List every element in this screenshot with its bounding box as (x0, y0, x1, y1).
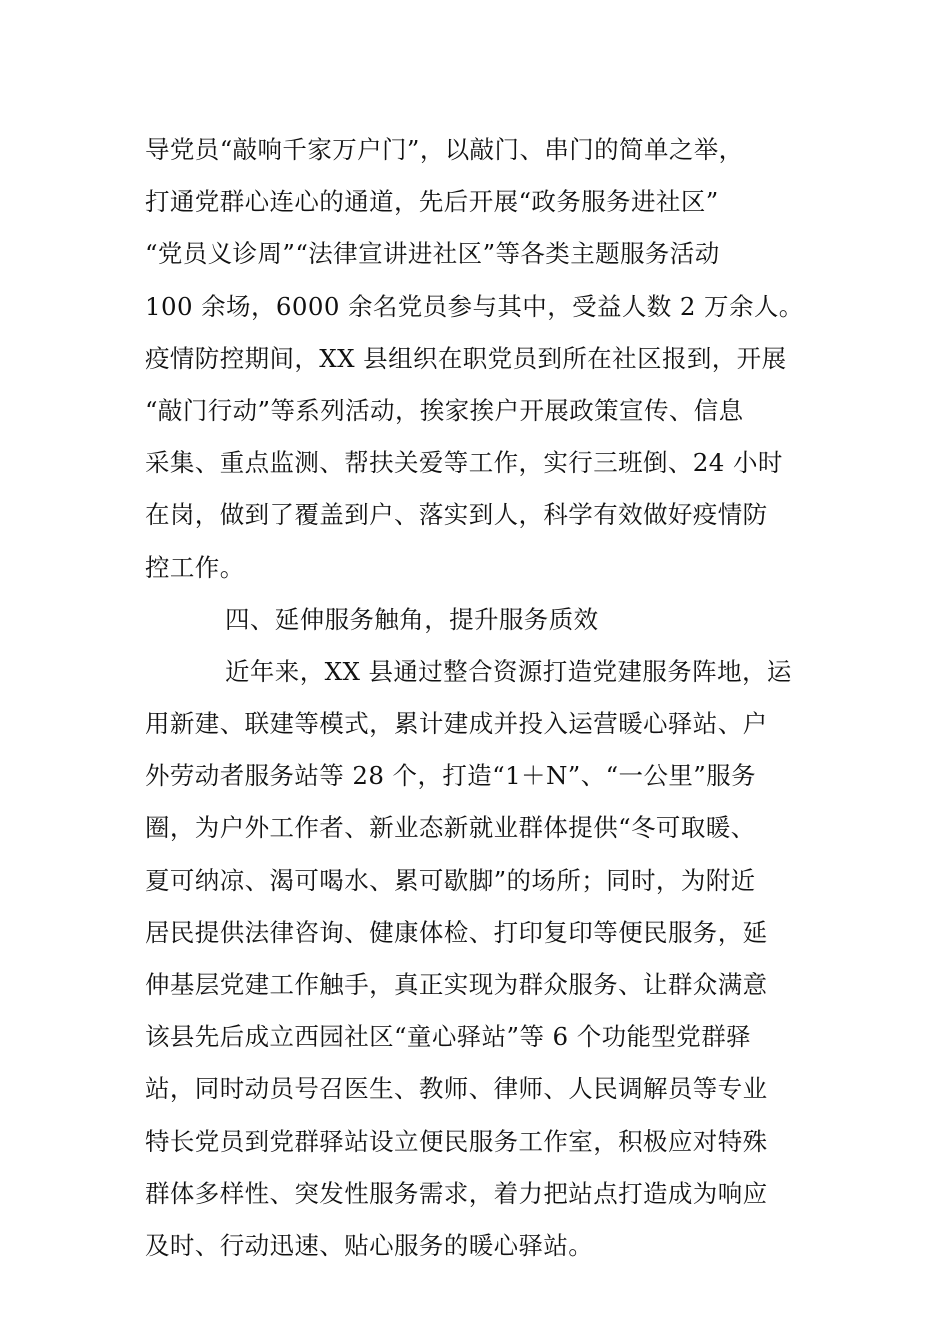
text-line: 站，同时动员号召医生、教师、律师、人民调解员等专业 (145, 1074, 768, 1104)
text-line: 100 余场，6000 余名党员参与其中，受益人数 2 万余人。 (145, 291, 804, 321)
body-text (145, 124, 810, 1272)
text-line: 控工作。 (145, 552, 245, 582)
text-line: “敲门行动”等系列活动，挨家挨户开展政策宣传、信息 (145, 395, 744, 425)
text-line: 居民提供法律咨询、健康体检、打印复印等便民服务，延 (145, 917, 768, 947)
text-line: 导党员“敲响千家万户门”，以敲门、串门的简单之举， (145, 135, 744, 164)
text-line: “党员义诊周”“法律宣讲进社区”等各类主题服务活动 (145, 239, 720, 269)
text-line: 伸基层党建工作触手，真正实现为群众服务、让群众满意 (145, 970, 768, 999)
text-line: 特长党员到党群驿站设立便民服务工作室，积极应对特殊 (145, 1126, 768, 1156)
text-line: 及时、行动迅速、贴心服务的暖心驿站。 (145, 1230, 594, 1260)
text-line: 打通党群心连心的通道，先后开展“政务服务进社区” (145, 187, 719, 217)
text-line: 群体多样性、突发性服务需求，着力把站点打造成为响应 (145, 1178, 768, 1208)
section-heading: 四、延伸服务触角，提升服务质效 (225, 604, 599, 634)
text-line: 疫情防控期间，XX 县组织在职党员到所在社区报到，开展 (145, 343, 787, 373)
text-line: 该县先后成立西园社区“童心驿站”等 6 个功能型党群驿 (145, 1022, 752, 1052)
text-line: 圈，为户外工作者、新业态新就业群体提供“冬可取暖、 (145, 813, 756, 843)
text-line: 夏可纳凉、渴可喝水、累可歇脚”的场所；同时，为附近 (145, 865, 756, 895)
paragraph-first-line: 近年来，XX 县通过整合资源打造党建服务阵地，运 (225, 656, 792, 686)
text-line: 外劳动者服务站等 28 个，打造“1＋N”、“一公里”服务 (145, 761, 756, 791)
text-line: 在岗，做到了覆盖到户、落实到人，科学有效做好疫情防 (145, 500, 768, 530)
text-line: 用新建、联建等模式，累计建成并投入运营暖心驿站、户 (145, 709, 768, 739)
text-line: 采集、重点监测、帮扶关爱等工作，实行三班倒、24 小时 (145, 448, 783, 478)
